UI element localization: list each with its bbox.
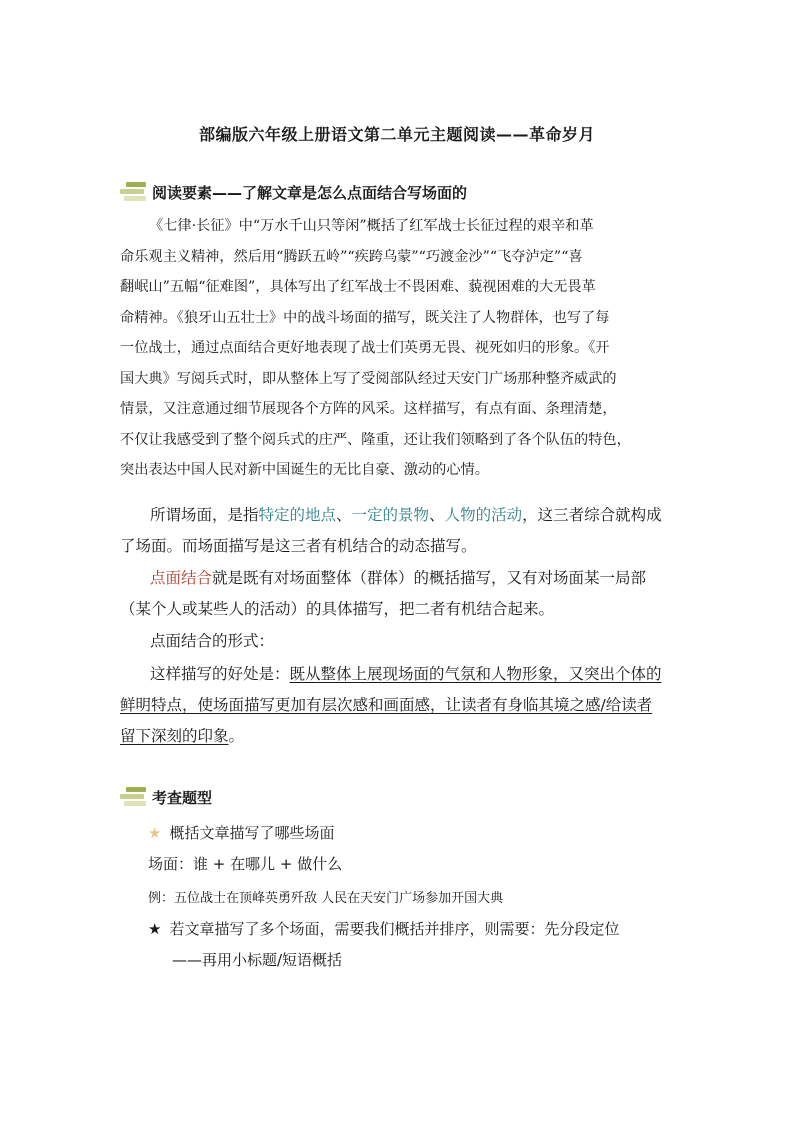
question-item-2 [148, 918, 619, 939]
para-line: 命乐观主义精神，然后用“腾跃五岭”“疾跨乌蒙”“巧渡金沙”“飞夺泸定”“喜 [120, 248, 583, 265]
section-title: 考查题型 [152, 788, 213, 807]
form-label [120, 626, 680, 657]
para-line: 《七律·长征》中“万水千山只等闲”概括了红军战士长征过程的艰辛和革 [149, 218, 594, 234]
book-stack-icon [120, 786, 150, 808]
keyword-scenery: 一定的景物 [351, 506, 430, 524]
benefit-underlined: 鲜明特点，使场面描写更加有层次感和画面感，让读者有身临其境之感/给读者 [120, 696, 653, 714]
keyword-point-surface: 点面结合 [150, 569, 213, 587]
book-stack-icon [120, 181, 150, 203]
question-item-2-cont: ——再用小标题/短语概括 [172, 951, 343, 969]
para-line: 不仅让我感受到了整个阅兵式的庄严、隆重，还让我们领略到了各个队伍的特色， [120, 431, 631, 448]
example-line: 例：五位战士在顶峰英勇歼敌 人民在天安门广场参加开国大典 [148, 891, 504, 906]
combo-definition [120, 563, 680, 625]
para-line: 国大典》写阅兵式时，即从整体上写了受阅部队经过天安门广场那种整齐威武的 [120, 370, 617, 387]
scene-definition [120, 500, 680, 562]
scene-def-prefix: 所谓场面，是指 [150, 506, 259, 524]
sep: 、 [336, 506, 352, 524]
combo-def-line2: （某个人或某些人的活动）的具体描写，把二者有机结合起来。 [120, 600, 555, 618]
page-title: 部编版六年级上册语文第二单元主题阅读——革命岁月 [198, 125, 595, 144]
benefit-end: 。 [228, 727, 245, 745]
question-item-text: 若文章描写了多个场面，需要我们概括并排序，则需要：先分段定位 [169, 920, 620, 938]
para-line: 命精神。《狼牙山五壮士》中的战斗场面的描写，既关注了人物群体，也写了每 [120, 309, 610, 326]
section-title: 阅读要素——了解文章是怎么点面结合写场面的 [152, 183, 468, 202]
benefit-paragraph [120, 659, 680, 752]
star-icon: ★ [148, 920, 162, 938]
question-item-1 [148, 822, 334, 843]
section-heading-question-types [120, 785, 212, 809]
keyword-place: 特定的地点 [258, 506, 337, 524]
scene-def-suffix: ，这三者综合就构成 [522, 506, 662, 524]
para-line: 突出表达中国人民对新中国诞生的无比自豪、激动的心情。 [120, 462, 489, 478]
question-item-text: 概括文章描写了哪些场面 [169, 824, 335, 842]
formula: 场面：谁 + 在哪儿 + 做什么 [148, 855, 343, 873]
benefit-underlined: 留下深刻的印象 [120, 727, 229, 745]
form-label-text: 点面结合的形式： [150, 632, 275, 650]
benefit-underlined: 既从整体上展现场面的气氛和人物形象，又突出个体的 [289, 665, 662, 683]
keyword-activity: 人物的活动 [444, 506, 523, 524]
para-line: 翻岷山”五幅“征难图”，具体写出了红军战士不畏困难、藐视困难的大无畏革 [120, 279, 596, 295]
intro-paragraph [120, 211, 676, 486]
para-line: 情景，又注意通过细节展现各个方阵的风采。这样描写，有点有面、条理清楚， [120, 401, 617, 417]
section-heading-reading [120, 180, 467, 204]
sep: 、 [429, 506, 445, 524]
benefit-prefix: 这样描写的好处是： [150, 665, 290, 683]
star-icon: ★ [148, 824, 162, 842]
para-line: 一位战士，通过点面结合更好地表现了战士们英勇无畏、视死如归的形象。《开 [120, 340, 610, 356]
scene-def-line2: 了场面。而场面描写是这三者有机结合的动态描写。 [120, 537, 477, 555]
combo-def-rest: 就是既有对场面整体（群体）的概括描写，又有对场面某一局部 [212, 569, 647, 587]
